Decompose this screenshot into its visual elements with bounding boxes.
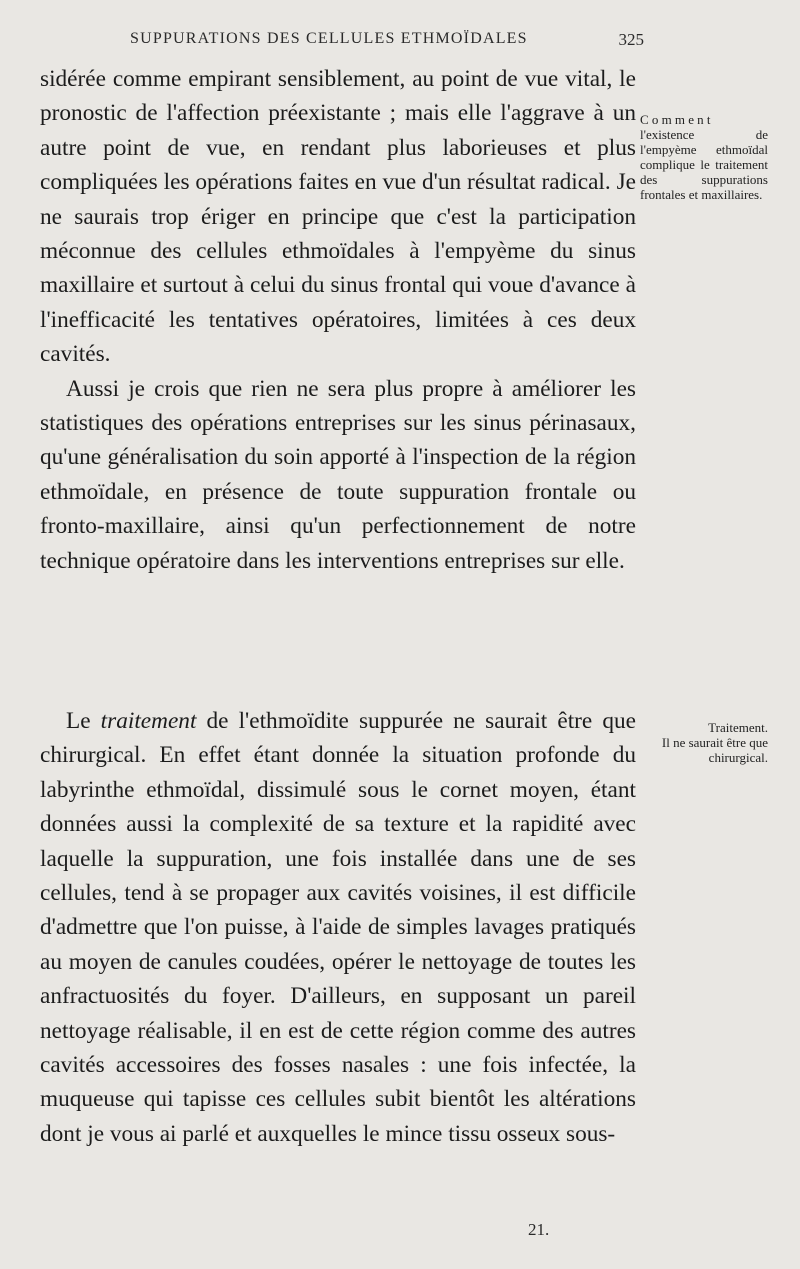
paragraph: Aussi je crois que rien ne sera plus propre à améliorer les statistiques des opérations entreprises sur les sinus périnasaux, qu'une généralisation du soin apporté à l'inspection de la région ethmoïdale, en présence de toute suppuration frontale ou fronto-maxillaire, ainsi qu'un perfectionnement de notre technique opératoire dans les interventions entreprises sur elle. — [40, 375, 636, 574]
paragraph-continued: sidérée comme empirant sensiblement, au point de vue vital, le pronostic de l'affection préexistante ; mais elle l'aggrave à un autre point de vue, en rendant plus laborieuses et plus compliquées les opérations faites en vue d'un résultat radical. Je ne saurais trop ériger en principe que c'est la participation méconnue des cellules ethmoïdales à l'empyème du sinus maxillaire et surtout à celui du sinus frontal qui voue d'avance à l'inefficacité les tentatives opératoires, limitées à ces deux cavités. — [40, 66, 636, 368]
margin-note-traitement — [640, 720, 768, 765]
page-number: 325 — [618, 30, 644, 49]
italic-term: traitement — [100, 708, 197, 734]
running-head — [40, 28, 644, 54]
lead-word: Le — [66, 708, 101, 734]
running-title: SUPPURATIONS DES CELLULES ETHMOÏDALES — [130, 30, 528, 47]
margin-note-body: Il ne saurait être que chirurgical. — [661, 735, 768, 765]
paragraph-traitement — [40, 704, 636, 1151]
body-section-2 — [40, 704, 636, 1151]
margin-note-empyeme — [640, 112, 768, 202]
margin-note-text: l'existence de l'empyème ethmoïdal complique le traitement des suppurations frontales et maxillaires. — [640, 127, 768, 202]
signature-mark: 21. — [528, 1220, 550, 1239]
margin-note-title: Traitement. — [708, 720, 768, 735]
paragraph-text: de l'ethmoïdite suppurée ne saurait être que chirurgical. En effet étant donnée la situation profonde du labyrinthe ethmoïdal, dissimulé sous le cornet moyen, étant données aussi la complexité de sa texture et la rapidité avec laquelle la suppuration, une fois installée dans une de ses cellules, tend à se propager aux cavités voisines, il est difficile d'admettre que l'on puisse, à l'aide de simples lavages pratiqués au moyen de canules coudées, opérer le nettoyage de toutes les anfractuosités du foyer. D'ailleurs, en supposant un pareil nettoyage réalisable, il en est de cette région comme des autres cavités accessoires des fosses nasales : une fois infectée, la muqueuse qui tapisse ces cellules subit bientôt les altérations dont je vous ai parlé et auxquelles le mince tissu osseux sous- — [40, 708, 636, 1147]
body-section-1 — [40, 62, 636, 578]
margin-note-lead: Comment — [640, 112, 714, 127]
